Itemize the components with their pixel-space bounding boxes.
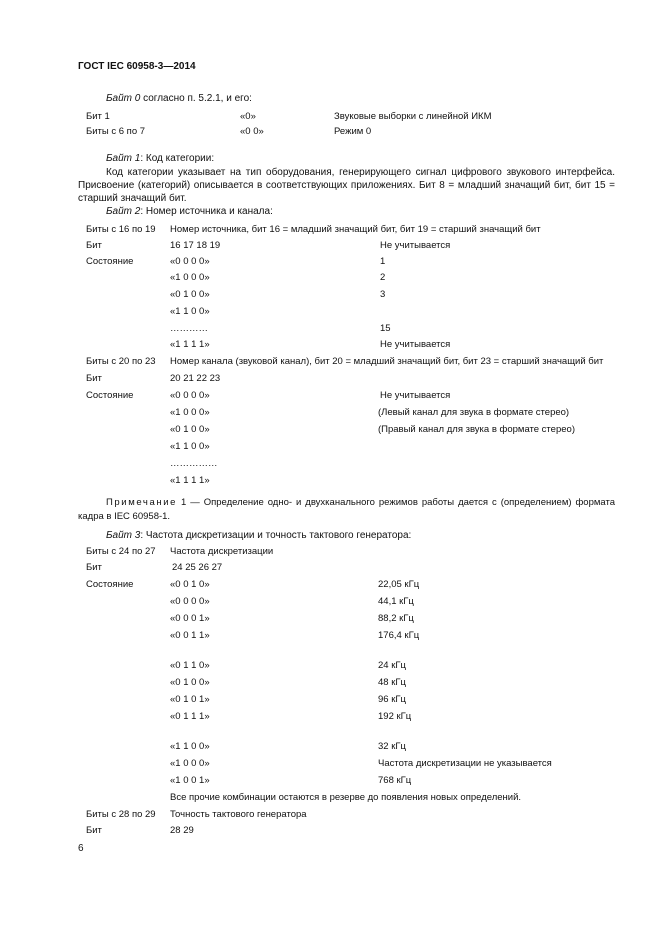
freq-state-value: 48 кГц — [378, 677, 406, 688]
channel-state-code: «0 0 0 0» — [170, 390, 210, 401]
channel-state-code: «1 1 0 0» — [170, 441, 210, 452]
freq-bit-values: 24 25 26 27 — [172, 562, 223, 573]
freq-state-value: 22,05 кГц — [378, 579, 420, 590]
byte2-heading — [106, 206, 273, 218]
byte0-row2-desc: Режим 0 — [334, 126, 372, 137]
clock-bit-label: Бит — [86, 825, 102, 836]
channel-bit-label: Бит — [86, 373, 102, 384]
freq-state-code: «0 1 0 0» — [170, 677, 210, 688]
byte0-heading-label: Байт 0 — [106, 93, 141, 104]
freq-state-code: «0 0 1 1» — [170, 630, 210, 641]
freq-bit-label: Бит — [86, 562, 102, 573]
source-state-value: Не учитывается — [380, 339, 451, 350]
reserve-text: Все прочие комбинации остаются в резерве до появления новых определений. — [170, 792, 522, 803]
freq-state-value: 32 кГц — [378, 741, 406, 752]
channel-state-code: «1 1 1 1» — [170, 475, 210, 486]
freq-state-value: Частота дискретизации не указывается — [378, 758, 552, 769]
source-state-code: «1 1 1 1» — [170, 339, 210, 350]
source-state-value: 1 — [380, 256, 386, 267]
freq-state-value: 176,4 кГц — [378, 630, 420, 641]
byte3-heading — [106, 530, 411, 542]
byte3-heading-text: : Частота дискретизации и точность тактового генератора: — [140, 530, 412, 541]
document-header: ГОСТ IEC 60958-3—2014 — [78, 61, 196, 72]
freq-state-code: «0 1 0 1» — [170, 694, 210, 705]
byte2-heading-text: : Номер источника и канала: — [140, 206, 273, 217]
source-state-code: «1 0 0 0» — [170, 272, 210, 283]
freq-state-code: «0 0 0 0» — [170, 596, 210, 607]
source-state-label: Состояние — [86, 256, 134, 267]
freq-bits-desc: Частота дискретизации — [170, 546, 274, 557]
freq-state-code: «1 1 0 0» — [170, 741, 210, 752]
byte1-heading-label: Байт 1 — [106, 153, 141, 164]
byte1-heading — [106, 153, 214, 165]
freq-state-value: 96 кГц — [378, 694, 406, 705]
freq-state-value: 88,2 кГц — [378, 613, 414, 624]
byte2-heading-label: Байт 2 — [106, 206, 141, 217]
source-bit-values: 16 17 18 19 — [170, 240, 221, 251]
note-label: Примечание — [106, 497, 177, 508]
freq-state-value: 44,1 кГц — [378, 596, 414, 607]
source-state-code: «0 0 0 0» — [170, 256, 210, 267]
freq-state-value: 24 кГц — [378, 660, 406, 671]
freq-state-label: Состояние — [86, 579, 134, 590]
source-state-value: 15 — [380, 323, 391, 334]
channel-state-value: (Правый канал для звука в формате стерео) — [378, 424, 575, 435]
clock-bits-label: Биты с 28 по 29 — [86, 809, 156, 820]
channel-state-value: Не учитывается — [380, 390, 451, 401]
freq-state-code: «1 0 0 1» — [170, 775, 210, 786]
byte0-row2-value: «0 0» — [240, 126, 264, 137]
channel-bit-values: 20 21 22 23 — [170, 373, 221, 384]
note — [78, 496, 615, 524]
channel-state-code: «0 1 0 0» — [170, 424, 210, 435]
source-bits-desc: Номер источника, бит 16 = младший значащий бит, бит 19 = старший значащий бит — [170, 224, 541, 235]
byte0-row1-value: «0» — [240, 111, 256, 122]
byte0-row1-label: Бит 1 — [86, 111, 110, 122]
freq-state-value: 192 кГц — [378, 711, 412, 722]
byte0-heading-text: согласно п. 5.2.1, и его: — [140, 93, 252, 104]
freq-state-code: «0 0 1 0» — [170, 579, 210, 590]
source-state-code: «1 1 0 0» — [170, 306, 210, 317]
source-state-value: 2 — [380, 272, 386, 283]
source-state-code: «0 1 0 0» — [170, 289, 210, 300]
byte0-row1-desc: Звуковые выборки с линейной ИКМ — [334, 111, 492, 122]
channel-bits-desc: Номер канала (звуковой канал), бит 20 = младший значащий бит, бит 23 = старший значащий бит — [170, 356, 604, 367]
channel-bits-label: Биты с 20 по 23 — [86, 356, 156, 367]
source-bits-label: Биты с 16 по 19 — [86, 224, 156, 235]
byte1-paragraph: Код категории указывает на тип оборудования, генерирующего сигнал цифрового звукового интерфейса. Присвоение (категорий) описывается в соответствующих приложениях. Бит 8 = младший значащий бит, бит 15 = старший значащий бит. — [78, 167, 615, 204]
freq-state-code: «1 0 0 0» — [170, 758, 210, 769]
clock-bits-desc: Точность тактового генератора — [170, 809, 307, 820]
source-state-value: 3 — [380, 289, 386, 300]
channel-state-code: «1 0 0 0» — [170, 407, 210, 418]
channel-state-value: (Левый канал для звука в формате стерео) — [378, 407, 570, 418]
byte0-heading — [106, 93, 252, 105]
freq-state-value: 768 кГц — [378, 775, 412, 786]
freq-state-code: «0 1 1 1» — [170, 711, 210, 722]
page-number: 6 — [78, 843, 84, 854]
freq-state-code: «0 1 1 0» — [170, 660, 210, 671]
freq-state-code: «0 0 0 1» — [170, 613, 210, 624]
byte0-row2-label: Биты с 6 по 7 — [86, 126, 146, 137]
byte3-heading-label: Байт 3 — [106, 530, 141, 541]
byte1-heading-text: : Код категории: — [140, 153, 215, 164]
channel-state-label: Состояние — [86, 390, 134, 401]
note-text: 1 — Определение одно- и двухканального режимов работы дается с (определением) формата кадра в IEC 60958-1. — [78, 497, 615, 522]
clock-bit-values: 28 29 — [170, 825, 194, 836]
source-bit-label: Бит — [86, 240, 102, 251]
source-state-code: ………… — [170, 323, 208, 334]
freq-bits-label: Биты с 24 по 27 — [86, 546, 156, 557]
source-bit-note: Не учитывается — [380, 240, 451, 251]
channel-state-code: …………… — [170, 458, 218, 469]
